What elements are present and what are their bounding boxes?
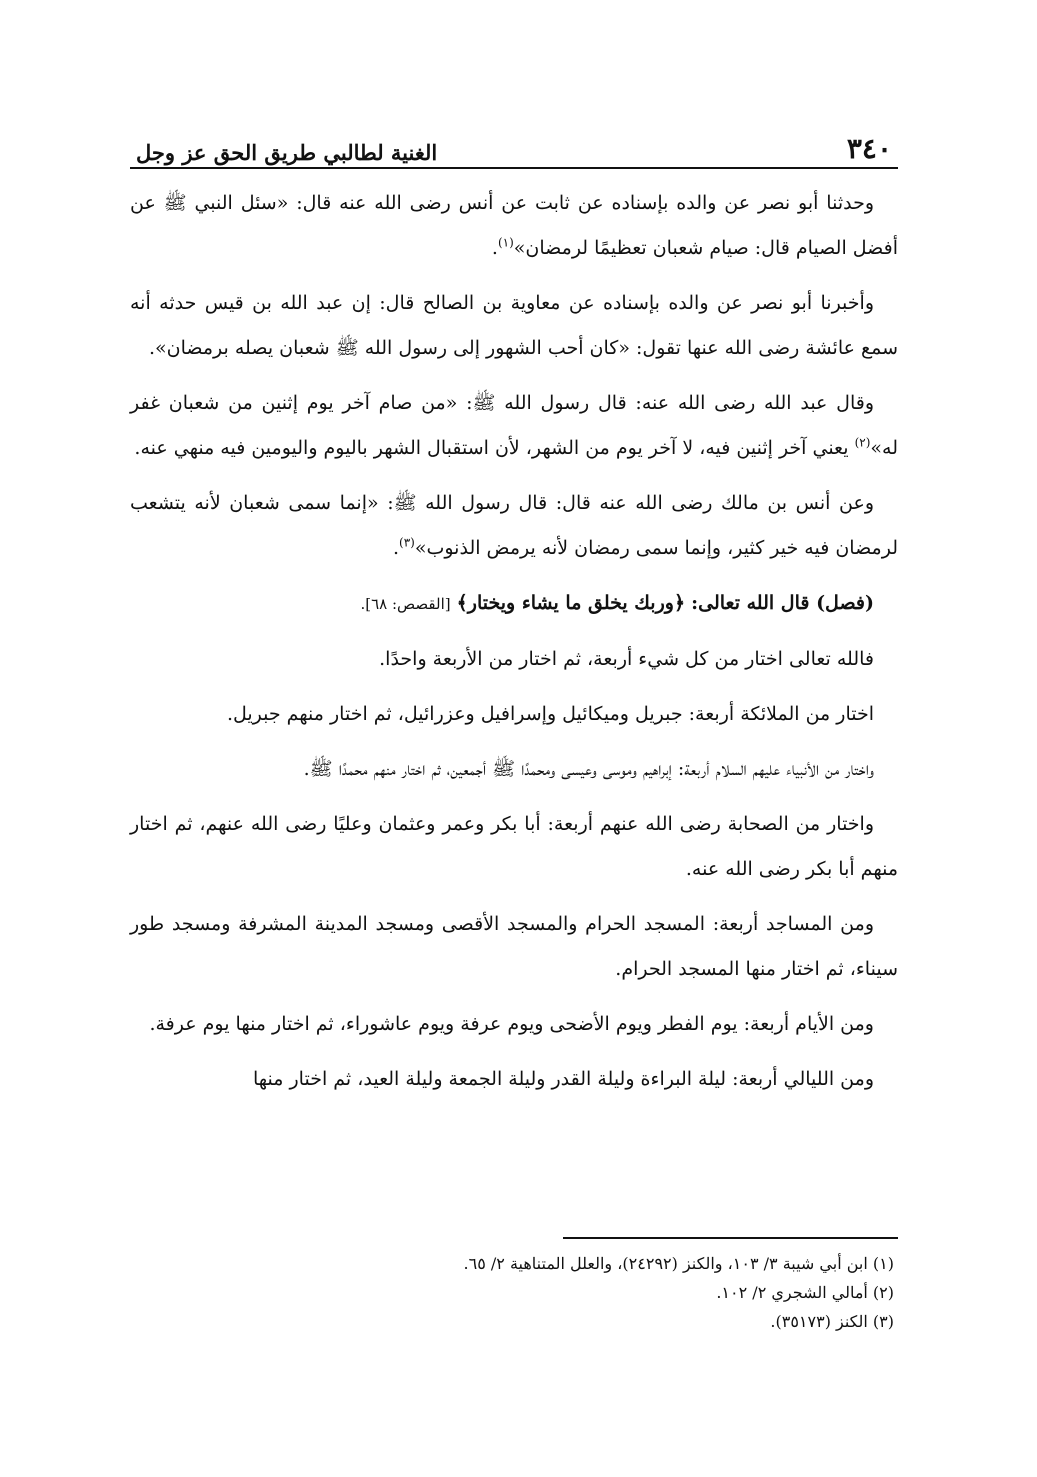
paragraph: واختار من الأنبياء عليهم السلام أربعة: إبراهيم وموسى وعيسى ومحمدًا ﷺ أجمعين، ثم اختار منهم محمدًا ﷺ. [303,758,874,780]
paragraph: ومن المساجد أربعة: المسجد الحرام والمسجد الأقصى ومسجد المدينة المشرفة ومسجد طور سيناء، ثم اختار منها المسجد الحرام. [130,913,898,980]
section-heading [130,581,898,627]
paragraph: اختار من الملائكة أربعة: جبريل وميكائيل وإسرافيل وعزرائيل، ثم اختار منهم جبريل. [226,703,874,725]
paragraph: ومن الأيام أربعة: يوم الفطر ويوم الأضحى ويوم عرفة ويوم عاشوراء، ثم اختار منها يوم عرفة. [149,1013,874,1035]
verse-reference: [القصص: ٦٨]. [360,595,451,613]
footnote-divider [563,1237,898,1239]
section-label: (فصل) قال الله تعالى: [691,592,874,614]
footnote: (١) ابن أبي شيبة ٣/ ١٠٣، والكنز (٢٤٢٩٢)، والعلل المتناهية ٢/ ٦٥. [463,1254,894,1273]
page-number: ٣٤٠ [846,132,892,165]
footnote: (٣) الكنز (٣٥١٧٣). [770,1312,894,1331]
paragraph: فالله تعالى اختار من كل شيء أربعة، ثم اختار من الأربعة واحدًا. [379,648,874,670]
body-text [130,181,898,1102]
footnotes [130,1237,898,1336]
paragraph: ومن الليالي أربعة: ليلة البراءة وليلة القدر وليلة الجمعة وليلة العيد، ثم اختار منها [253,1068,874,1090]
paragraph: وقال عبد الله رضى الله عنه: قال رسول الله ﷺ: «من صام آخر يوم إثنين من شعبان غفر له»$^{(٢)}$ يعني آخر إثنين فيه، لا آخر يوم من الشهر، لأن استقبال الشهر باليوم واليومين فيه منهي عنه. [130,392,898,459]
quran-verse: ﴿وربك يخلق ما يشاء ويختار﴾ [456,592,686,614]
paragraph: وحدثنا أبو نصر عن والده بإسناده عن ثابت عن أنس رضى الله عنه قال: «سئل النبي ﷺ عن أفضل الصيام قال: صيام شعبان تعظيمًا لرمضان»$^{(١)}$. [130,192,898,259]
footnote-ref: (١) [497,235,514,250]
page-header [130,125,898,169]
footnote-ref: (٢) [854,435,871,450]
book-page [130,125,898,1355]
paragraph: وعن أنس بن مالك رضى الله عنه قال: قال رسول الله ﷺ: «إنما سمى شعبان لأنه يتشعب لرمضان فيه خير كثير، وإنما سمى رمضان لأنه يرمض الذنوب»$^{(٣)}$. [130,492,898,559]
paragraph: وأخبرنا أبو نصر عن والده بإسناده عن معاوية بن الصالح قال: إن عبد الله بن قيس حدثه أنه سمع عائشة رضى الله عنها تقول: «كان أحب الشهور إلى رسول الله ﷺ شعبان يصله برمضان». [130,292,898,359]
footnote-ref: (٣) [399,535,415,550]
paragraph: واختار من الصحابة رضى الله عنهم أربعة: أبا بكر وعمر وعثمان وعليًا رضى الله عنهم، ثم اختار منهم أبا بكر رضى الله عنه. [130,813,898,880]
running-title: الغنية لطالبي طريق الحق عز وجل [136,140,438,165]
footnote: (٢) أمالي الشجري ٢/ ١٠٢. [716,1283,894,1302]
